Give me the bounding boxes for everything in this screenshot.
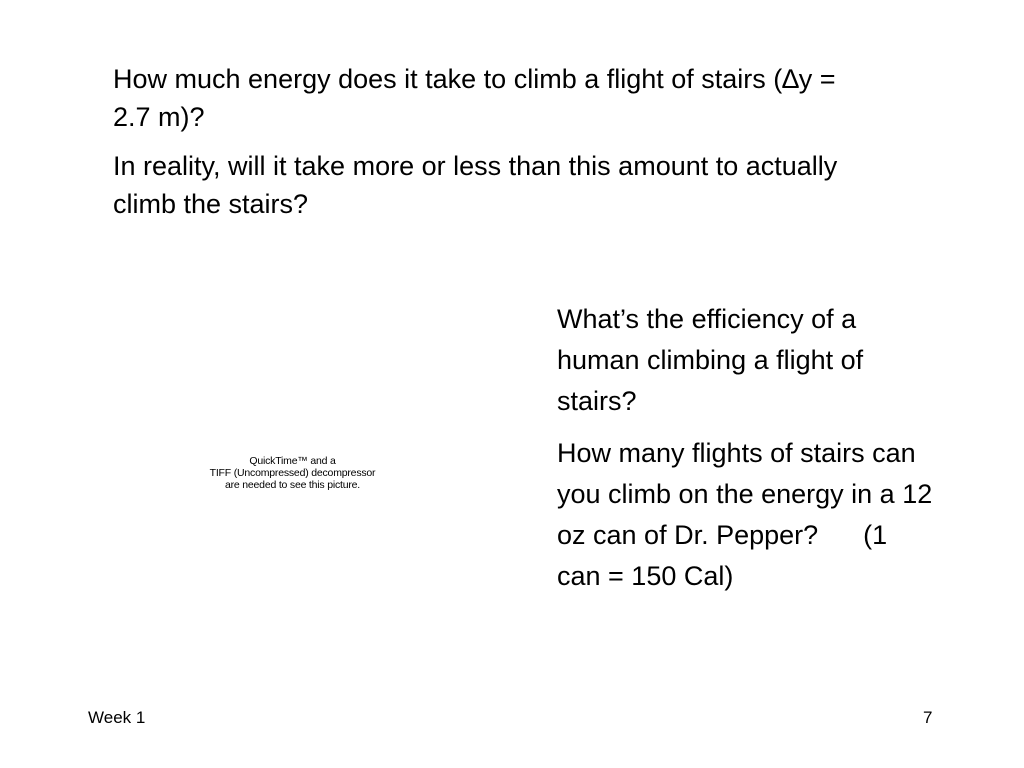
placeholder-line: QuickTime™ and a <box>249 455 336 467</box>
placeholder-line: TIFF (Uncompressed) decompressor <box>209 467 376 479</box>
question-energy-stairs: How much energy does it take to climb a flight of stairs (∆y = 2.7 m)? <box>113 64 836 132</box>
footer-page-number: 7 <box>923 708 933 727</box>
right-question-block <box>557 299 940 608</box>
question-efficiency: What’s the efficiency of a human climbing a flight of stairs? <box>557 304 871 416</box>
question-dr-pepper: How many flights of stairs can you climb on the energy in a 12 oz can of Dr. Pepper? (1 can = 150 Cal) <box>557 438 940 591</box>
top-question-block <box>113 60 873 234</box>
quicktime-image-placeholder <box>190 455 395 491</box>
question-more-or-less: In reality, will it take more or less than this amount to actually climb the stairs? <box>113 151 838 219</box>
placeholder-line: are needed to see this picture. <box>224 479 361 491</box>
footer-week-label: Week 1 <box>88 708 146 727</box>
